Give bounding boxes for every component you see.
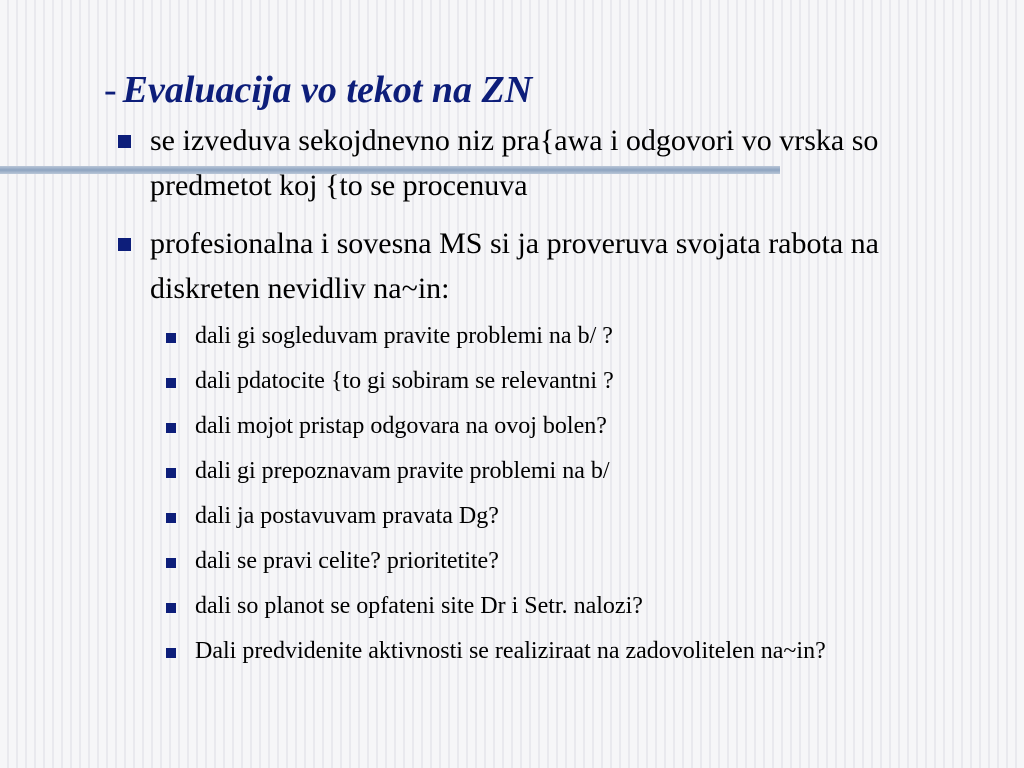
square-bullet-icon: [166, 423, 176, 433]
slide-title: [104, 66, 532, 114]
bullet-text: profesionalna i sovesna MS si ja proveruva svojata rabota na diskreten nevidliv na~in:: [150, 227, 879, 305]
sub-bullet-item: [195, 635, 955, 668]
title-text: Evaluacija vo tekot na ZN: [122, 69, 533, 111]
square-bullet-icon: [118, 238, 131, 251]
square-bullet-icon: [166, 468, 176, 478]
square-bullet-icon: [166, 333, 176, 343]
sub-bullet-text: dali se pravi celite? prioritetite?: [195, 548, 499, 574]
square-bullet-icon: [166, 603, 176, 613]
title-dash: -: [104, 69, 117, 111]
sub-bullet-text: dali mojot pristap odgovara na ovoj bolen?: [195, 413, 607, 439]
square-bullet-icon: [166, 558, 176, 568]
bullet-item: [150, 118, 970, 208]
square-bullet-icon: [166, 648, 176, 658]
sub-bullet-text: Dali predvidenite aktivnosti se realiziraat na zadovolitelen na~in?: [195, 638, 826, 664]
sub-bullet-item: [195, 365, 955, 398]
sub-bullet-text: dali gi sogleduvam pravite problemi na b/ ?: [195, 323, 613, 349]
sub-bullet-text: dali pdatocite {to gi sobiram se relevantni ?: [195, 368, 614, 394]
sub-bullet-text: dali so planot se opfateni site Dr i Setr. nalozi?: [195, 593, 643, 619]
sub-bullet-item: [195, 590, 955, 623]
sub-bullet-item: [195, 455, 955, 488]
bullet-text: se izveduva sekojdnevno niz pra{awa i odgovori vo vrska so predmetot koj {to se procenuva: [150, 124, 879, 202]
square-bullet-icon: [118, 135, 131, 148]
bullet-item: [150, 221, 970, 311]
sub-bullet-item: [195, 410, 955, 443]
sub-bullet-text: dali gi prepoznavam pravite problemi na b/: [195, 458, 610, 484]
sub-bullet-item: [195, 500, 955, 533]
sub-bullet-text: dali ja postavuvam pravata Dg?: [195, 503, 499, 529]
sub-bullet-item: [195, 320, 955, 353]
square-bullet-icon: [166, 513, 176, 523]
square-bullet-icon: [166, 378, 176, 388]
sub-bullet-item: [195, 545, 955, 578]
